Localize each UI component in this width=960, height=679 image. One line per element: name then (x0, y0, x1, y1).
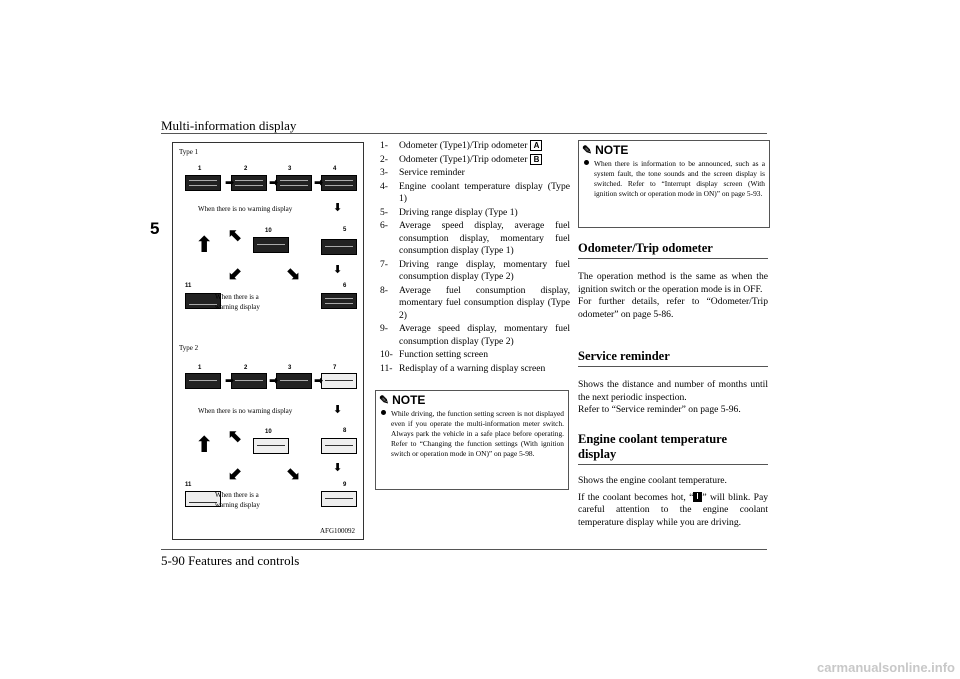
fig-num: 7 (333, 365, 337, 371)
arrow-down-icon: ⬇ (333, 403, 343, 416)
arrow-right-icon: ➡ (269, 176, 279, 189)
fig-num: 3 (288, 166, 292, 172)
fig-num: 6 (343, 283, 347, 289)
paragraph: If the coolant becomes hot, “ ” will blink. Pay careful attention to the engine coolant temperature display while you are driving. (578, 491, 768, 528)
fig-num: 1 (198, 365, 202, 371)
screen-odometer-b (231, 175, 267, 191)
list-item: 1- Odometer (Type1)/Trip odometer A (380, 140, 570, 153)
note-box-function-setting (375, 390, 569, 490)
section-coolant (578, 432, 768, 529)
paragraph: Shows the engine coolant temperature. (578, 475, 727, 486)
arrow-down-icon: ⬇ (333, 263, 343, 276)
page-header-title: Multi-information display (161, 118, 297, 133)
screen-range (321, 239, 357, 255)
warning-label: warning display (215, 303, 260, 311)
paragraph: For further details, refer to “Odometer/Trip odometer” on page 5-86. (578, 296, 768, 320)
arrow-diag-icon: ⬋ (228, 463, 244, 484)
screen-odometer-b (231, 373, 267, 389)
fig-num: 4 (333, 166, 337, 172)
fig-num: 11 (185, 283, 192, 289)
list-item: 11- Redisplay of a warning display screen (380, 362, 546, 374)
page-footer: 5-90 Features and controls (161, 553, 300, 568)
list-item: 2- Odometer (Type1)/Trip odometer B (380, 154, 570, 167)
paragraph: The operation method is the same as when the ignition switch or the operation mode is in OFF. (578, 271, 768, 295)
fig-num: 9 (343, 482, 347, 488)
legend-list (380, 140, 570, 376)
arrow-right-icon: ➡ (269, 374, 279, 387)
list-item: 4- Engine coolant temperature display (Type 1) (380, 180, 570, 204)
note-text: While driving, the function setting screen is not displayed even if you operate the multi-information meter switch. Always park the vehicle in a safe place before operating. Refer to “Changing the function settings (With ignition switch or operation mode in ON)” on page 5-98. (376, 409, 568, 463)
note-text: When there is information to be announced, such as a system fault, the tone sounds and the screen display is switched. Refer to “Interrupt display screen (With ignition switch or operation mode in ON)” on page 5-93. (579, 159, 769, 203)
fig-num: 3 (288, 365, 292, 371)
arrow-right-icon: ➡ (225, 374, 235, 387)
screen-odometer-a (185, 175, 221, 191)
arrow-diag-icon: ⬋ (228, 263, 244, 284)
arrow-right-icon: ➡ (314, 176, 324, 189)
arrow-diag-icon: ⬊ (285, 463, 301, 484)
figure-code: AFG100092 (320, 527, 356, 535)
chapter-tab: 5 (150, 219, 160, 238)
list-item: 7- Driving range display, momentary fuel consumption display (Type 2) (380, 258, 570, 282)
screen-function-setting (253, 438, 289, 454)
note-box-interrupt (578, 140, 770, 228)
box-a-icon: A (530, 140, 542, 151)
screen-service (276, 175, 312, 191)
warning-label: When there is a (215, 491, 259, 499)
arrow-down-icon: ⬇ (333, 201, 343, 214)
section-odometer (578, 241, 768, 321)
note-heading: ✎ NOTE (582, 143, 629, 157)
warning-label: warning display (215, 501, 260, 509)
arrow-diag-icon: ⬉ (228, 426, 244, 447)
screen-avg-speed (321, 293, 357, 309)
arrow-up-icon: ⬆ (195, 233, 214, 258)
list-item: 5- Driving range display (Type 1) (380, 206, 518, 218)
list-item: 8- Average fuel consumption display, momentary fuel consumption display (Type 2) (380, 284, 570, 321)
fig-num: 10 (265, 228, 272, 234)
paragraph: Refer to “Service reminder” on page 5-96. (578, 404, 741, 415)
arrow-diag-icon: ⬊ (285, 263, 301, 284)
coolant-temperature-icon (693, 492, 702, 502)
screen-odometer-a (185, 373, 221, 389)
display-diagram (172, 142, 364, 540)
bullet-icon (584, 160, 589, 165)
header-rule (161, 133, 767, 134)
section-service-reminder (578, 349, 768, 417)
no-warning-label: When there is no warning display (198, 407, 293, 415)
fig-num: 2 (244, 166, 248, 172)
type2-label: Type 2 (179, 344, 199, 352)
screen-avg-fuel (321, 438, 357, 454)
fig-num: 10 (265, 429, 272, 435)
arrow-up-icon: ⬆ (195, 433, 214, 458)
section-title: Engine coolant temperature display (578, 432, 768, 465)
screen-range (321, 373, 357, 389)
note-heading: ✎ NOTE (379, 393, 426, 407)
warning-label: When there is a (215, 293, 259, 301)
paragraph: Shows the distance and number of months until the next periodic inspection. (578, 379, 768, 403)
arrow-right-icon: ➡ (225, 176, 235, 189)
arrow-down-icon: ⬇ (333, 461, 343, 474)
fig-num: 2 (244, 365, 248, 371)
bullet-icon (381, 410, 386, 415)
type1-label: Type 1 (179, 148, 199, 156)
list-item: 10- Function setting screen (380, 349, 488, 360)
box-b-icon: B (530, 154, 542, 165)
fig-num: 8 (343, 428, 347, 434)
arrow-diag-icon: ⬉ (228, 225, 244, 246)
watermark: carmanualsonline.info (817, 660, 955, 675)
screen-avg-speed (321, 491, 357, 507)
screen-service (276, 373, 312, 389)
screen-function-setting (253, 237, 289, 253)
section-title: Odometer/Trip odometer (578, 241, 768, 259)
list-item: 6- Average speed display, average fuel consumption display, momentary fuel consumption display (Type 1) (380, 220, 570, 256)
footer-rule (161, 549, 767, 550)
note-icon: ✎ (582, 143, 593, 157)
fig-num: 11 (185, 482, 192, 488)
fig-num: 1 (198, 166, 202, 172)
no-warning-label: When there is no warning display (198, 205, 293, 213)
section-title: Service reminder (578, 349, 768, 367)
fig-num: 5 (343, 227, 347, 233)
note-icon: ✎ (379, 393, 390, 407)
arrow-right-icon: ➡ (314, 374, 324, 387)
list-item: 9- Average speed display, momentary fuel consumption display (Type 2) (380, 323, 570, 347)
list-item: 3- Service reminder (380, 167, 465, 178)
screen-coolant (321, 175, 357, 191)
